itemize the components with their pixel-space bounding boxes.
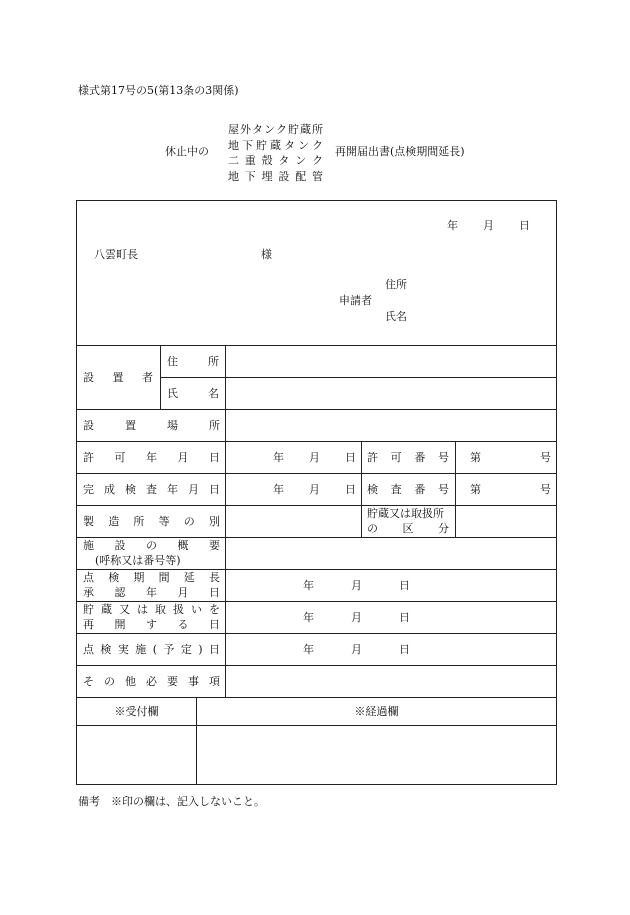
overview-label: 施 設 の 概 要 (呼称又は番号等) bbox=[83, 539, 220, 567]
completion-date-label: 完 成 検 査 年 月 日 bbox=[83, 483, 220, 496]
extension-year: 年 bbox=[303, 579, 314, 592]
other-label: そ の 他 必 要 事 項 bbox=[83, 675, 220, 688]
title-option: 地 下 埋 設 配 管 bbox=[228, 169, 323, 183]
inspection-year: 年 bbox=[303, 643, 314, 656]
date-day: 日 bbox=[519, 219, 530, 232]
inspection-dai: 第 bbox=[470, 483, 481, 496]
installer-address-label: 住 所 bbox=[167, 355, 219, 368]
installer-label: 設 置 者 bbox=[83, 371, 153, 384]
permit-dai: 第 bbox=[470, 451, 481, 464]
note: 備考 ※印の欄は、記入しないこと。 bbox=[78, 795, 265, 808]
resume-month: 月 bbox=[351, 611, 362, 624]
extension-month: 月 bbox=[351, 579, 362, 592]
completion-year: 年 bbox=[273, 483, 284, 496]
date-year: 年 bbox=[447, 219, 458, 232]
addressee: 八雲町長 bbox=[94, 248, 138, 261]
completion-month: 月 bbox=[309, 483, 320, 496]
address-label: 住所 bbox=[385, 278, 407, 291]
form-number: 様式第17号の5(第13条の3関係) bbox=[78, 84, 239, 97]
extension-label: 点 検 期 間 延 長 承 認 年 月 日 bbox=[83, 571, 220, 599]
title-option: 二 重 殻 タ ン ク bbox=[228, 154, 323, 167]
inspection-number-label: 検 査 番 号 bbox=[367, 483, 449, 496]
permit-month: 月 bbox=[309, 451, 320, 464]
location-label: 設 置 場 所 bbox=[83, 419, 220, 432]
inspection-month: 月 bbox=[351, 643, 362, 656]
facility-type-label: 製 造 所 等 の 別 bbox=[83, 515, 220, 528]
title-option: 地 下 貯 蔵 タ ン ク bbox=[228, 138, 323, 152]
permit-year: 年 bbox=[273, 451, 284, 464]
installer-name-label: 氏 名 bbox=[167, 387, 219, 400]
form-table bbox=[76, 200, 557, 785]
permit-date-label: 許 可 年 月 日 bbox=[83, 451, 220, 464]
permit-go: 号 bbox=[540, 451, 551, 464]
storage-class-label: 貯蔵又は取扱所 の 区 分 bbox=[367, 507, 449, 535]
title-option: 屋 外 タ ン ク 貯 蔵 所 bbox=[228, 123, 323, 136]
title-options bbox=[228, 122, 323, 184]
permit-number-label: 許 可 番 号 bbox=[367, 451, 449, 464]
extension-day: 日 bbox=[399, 579, 410, 592]
resume-year: 年 bbox=[303, 611, 314, 624]
reception-header: ※受付欄 bbox=[114, 705, 159, 718]
name-label: 氏名 bbox=[385, 310, 407, 323]
permit-day: 日 bbox=[345, 451, 356, 464]
title-prefix: 休止中の bbox=[165, 145, 209, 158]
inspection-date-label: 点 検 実 施 ( 予 定 ) 日 bbox=[83, 642, 220, 656]
inspection-go: 号 bbox=[540, 483, 551, 496]
progress-header: ※経過欄 bbox=[354, 705, 399, 718]
inspection-day: 日 bbox=[399, 643, 410, 656]
applicant-label: 申請者 bbox=[339, 294, 372, 307]
title-suffix: 再開届出書(点検期間延長) bbox=[335, 145, 465, 158]
honorific: 様 bbox=[261, 248, 272, 261]
date-month: 月 bbox=[483, 219, 494, 232]
completion-day: 日 bbox=[345, 483, 356, 496]
resume-label: 貯 蔵 又 は 取 扱 い を 再 開 す る 日 bbox=[83, 603, 220, 631]
resume-day: 日 bbox=[399, 611, 410, 624]
